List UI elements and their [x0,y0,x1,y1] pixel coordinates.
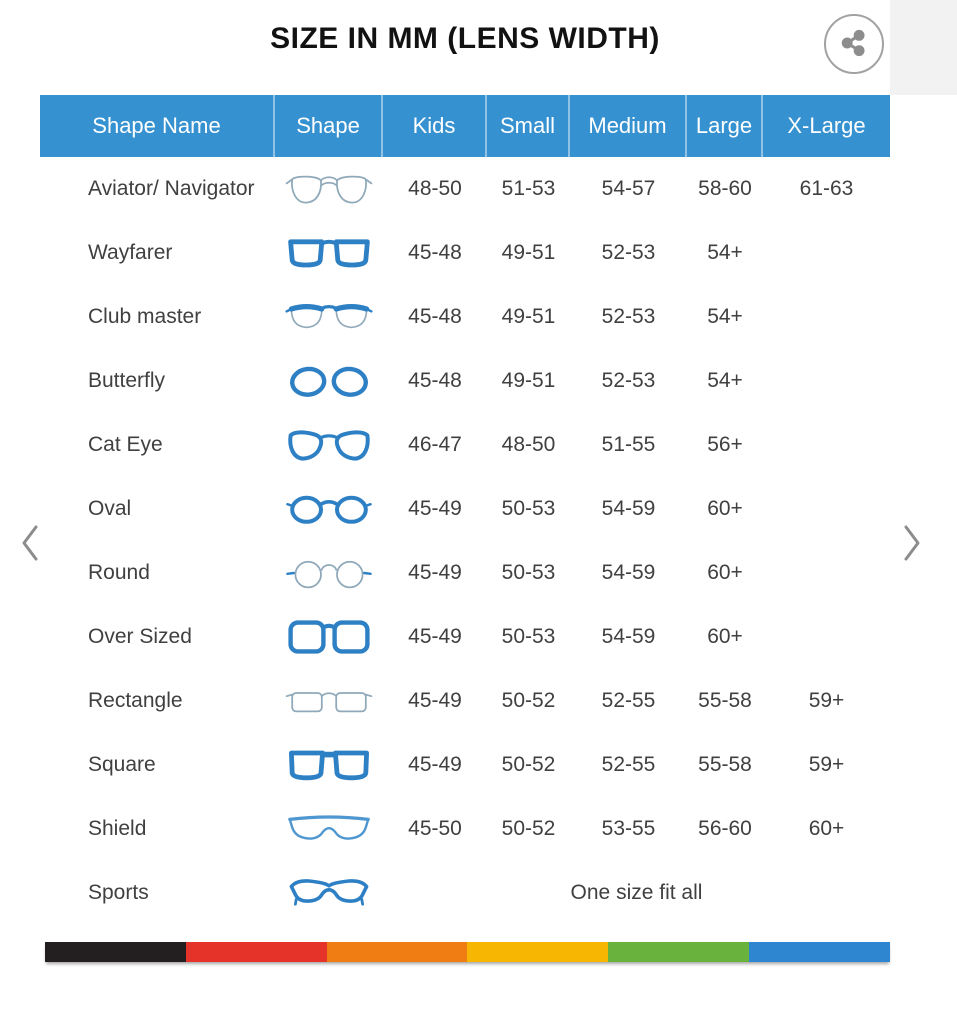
size-value-small: 49-51 [501,305,556,328]
size-value-medium: 52-55 [601,753,656,776]
cateye-glasses-icon [275,424,383,466]
stripe-segment [749,942,890,962]
size-value-large: 55-58 [698,689,752,712]
table-row [40,733,890,797]
shape-name-label: Cat Eye [88,433,163,456]
size-value-kids: 45-50 [408,817,462,840]
size-value-large: 58-60 [698,177,752,200]
table-row [40,669,890,733]
column-header-shape-name: Shape Name [40,95,275,157]
size-value-medium: 54-59 [601,561,656,584]
shape-name-label: Over Sized [88,625,192,648]
shape-name-label: Butterfly [88,369,166,392]
oversized-glasses-icon [275,616,383,658]
column-header-large: Large [687,95,763,157]
size-value-small: 51-53 [501,177,556,200]
size-value-medium: 52-55 [601,689,656,712]
shape-name-label: Wayfarer [88,241,173,264]
wayfarer-glasses-icon [275,232,383,274]
rainbow-divider [45,942,890,962]
size-value-kids: 45-49 [408,625,462,648]
table-row [40,797,890,861]
shape-name-label: Round [88,561,150,584]
table-row [40,861,890,925]
clubmaster-glasses-icon [275,296,383,338]
size-table [40,95,890,925]
size-value-xlarge: 61-63 [799,177,854,200]
size-value-medium: 52-53 [601,305,656,328]
size-value-large: 60+ [707,497,743,520]
size-value-large: 54+ [707,369,743,392]
size-value-kids: 45-48 [408,369,462,392]
table-row [40,285,890,349]
size-value-small: 50-52 [501,753,556,776]
size-value-large: 54+ [707,305,743,328]
column-header-shape: Shape [275,95,383,157]
stripe-segment [467,942,608,962]
size-value-medium: 52-53 [601,241,656,264]
shape-name-label: Club master [88,305,202,328]
table-row [40,413,890,477]
size-value-kids: 46-47 [408,433,462,456]
size-value-large: 55-58 [698,753,752,776]
stripe-segment [608,942,749,962]
shape-name-label: Oval [88,497,132,520]
size-value-medium: 54-59 [601,625,656,648]
shield-glasses-icon [275,808,383,850]
size-value-kids: 45-48 [408,241,462,264]
shape-name-label: Shield [88,817,147,840]
table-row [40,349,890,413]
stripe-segment [45,942,186,962]
table-body [40,157,890,925]
rectangle-glasses-icon [275,680,383,722]
table-row [40,477,890,541]
round-glasses-icon [275,552,383,594]
size-value-kids: 45-48 [408,305,462,328]
size-value-medium: 53-55 [601,817,656,840]
size-value-medium: 52-53 [601,369,656,392]
shape-name-label: Aviator/ Navigator [88,177,255,200]
share-icon [837,26,871,63]
table-row [40,157,890,221]
next-slide-edge [890,0,957,95]
table-header-row [40,95,890,157]
size-value-xlarge: 59+ [808,753,845,776]
size-value-kids: 45-49 [408,689,462,712]
size-value-large: 60+ [707,561,743,584]
size-value-small: 50-53 [501,561,556,584]
one-size-label: One size fit all [570,881,703,904]
size-value-kids: 45-49 [408,497,462,520]
chevron-right-icon[interactable] [897,521,927,565]
size-value-medium: 54-59 [601,497,656,520]
table-row [40,221,890,285]
size-value-large: 60+ [707,625,743,648]
aviator-glasses-icon [275,168,383,210]
shape-name-label: Sports [88,881,149,904]
page-title: SIZE IN MM (LENS WIDTH) [270,22,660,55]
size-value-medium: 54-57 [601,177,656,200]
table-row [40,541,890,605]
sports-glasses-icon [275,872,383,914]
size-value-small: 49-51 [501,369,556,392]
size-value-small: 50-52 [501,689,556,712]
chevron-left-icon[interactable] [15,521,45,565]
shape-name-label: Square [88,753,156,776]
size-value-large: 56-60 [698,817,752,840]
size-value-medium: 51-55 [601,433,656,456]
size-value-small: 50-52 [501,817,556,840]
column-header-x-large: X-Large [763,95,890,157]
size-value-small: 50-53 [501,625,556,648]
share-button[interactable] [824,14,884,74]
stripe-segment [186,942,327,962]
size-value-xlarge: 60+ [808,817,845,840]
size-value-kids: 48-50 [408,177,462,200]
butterfly-glasses-icon [275,360,383,402]
size-value-kids: 45-49 [408,753,462,776]
size-value-small: 50-53 [501,497,556,520]
oval-glasses-icon [275,488,383,530]
size-value-xlarge: 59+ [808,689,845,712]
size-value-large: 56+ [707,433,743,456]
size-value-small: 48-50 [501,433,556,456]
size-value-small: 49-51 [501,241,556,264]
square-glasses-icon [275,744,383,786]
stripe-segment [327,942,468,962]
size-value-kids: 45-49 [408,561,462,584]
table-row [40,605,890,669]
column-header-small: Small [487,95,570,157]
column-header-kids: Kids [383,95,487,157]
column-header-medium: Medium [570,95,687,157]
size-value-large: 54+ [707,241,743,264]
shape-name-label: Rectangle [88,689,183,712]
